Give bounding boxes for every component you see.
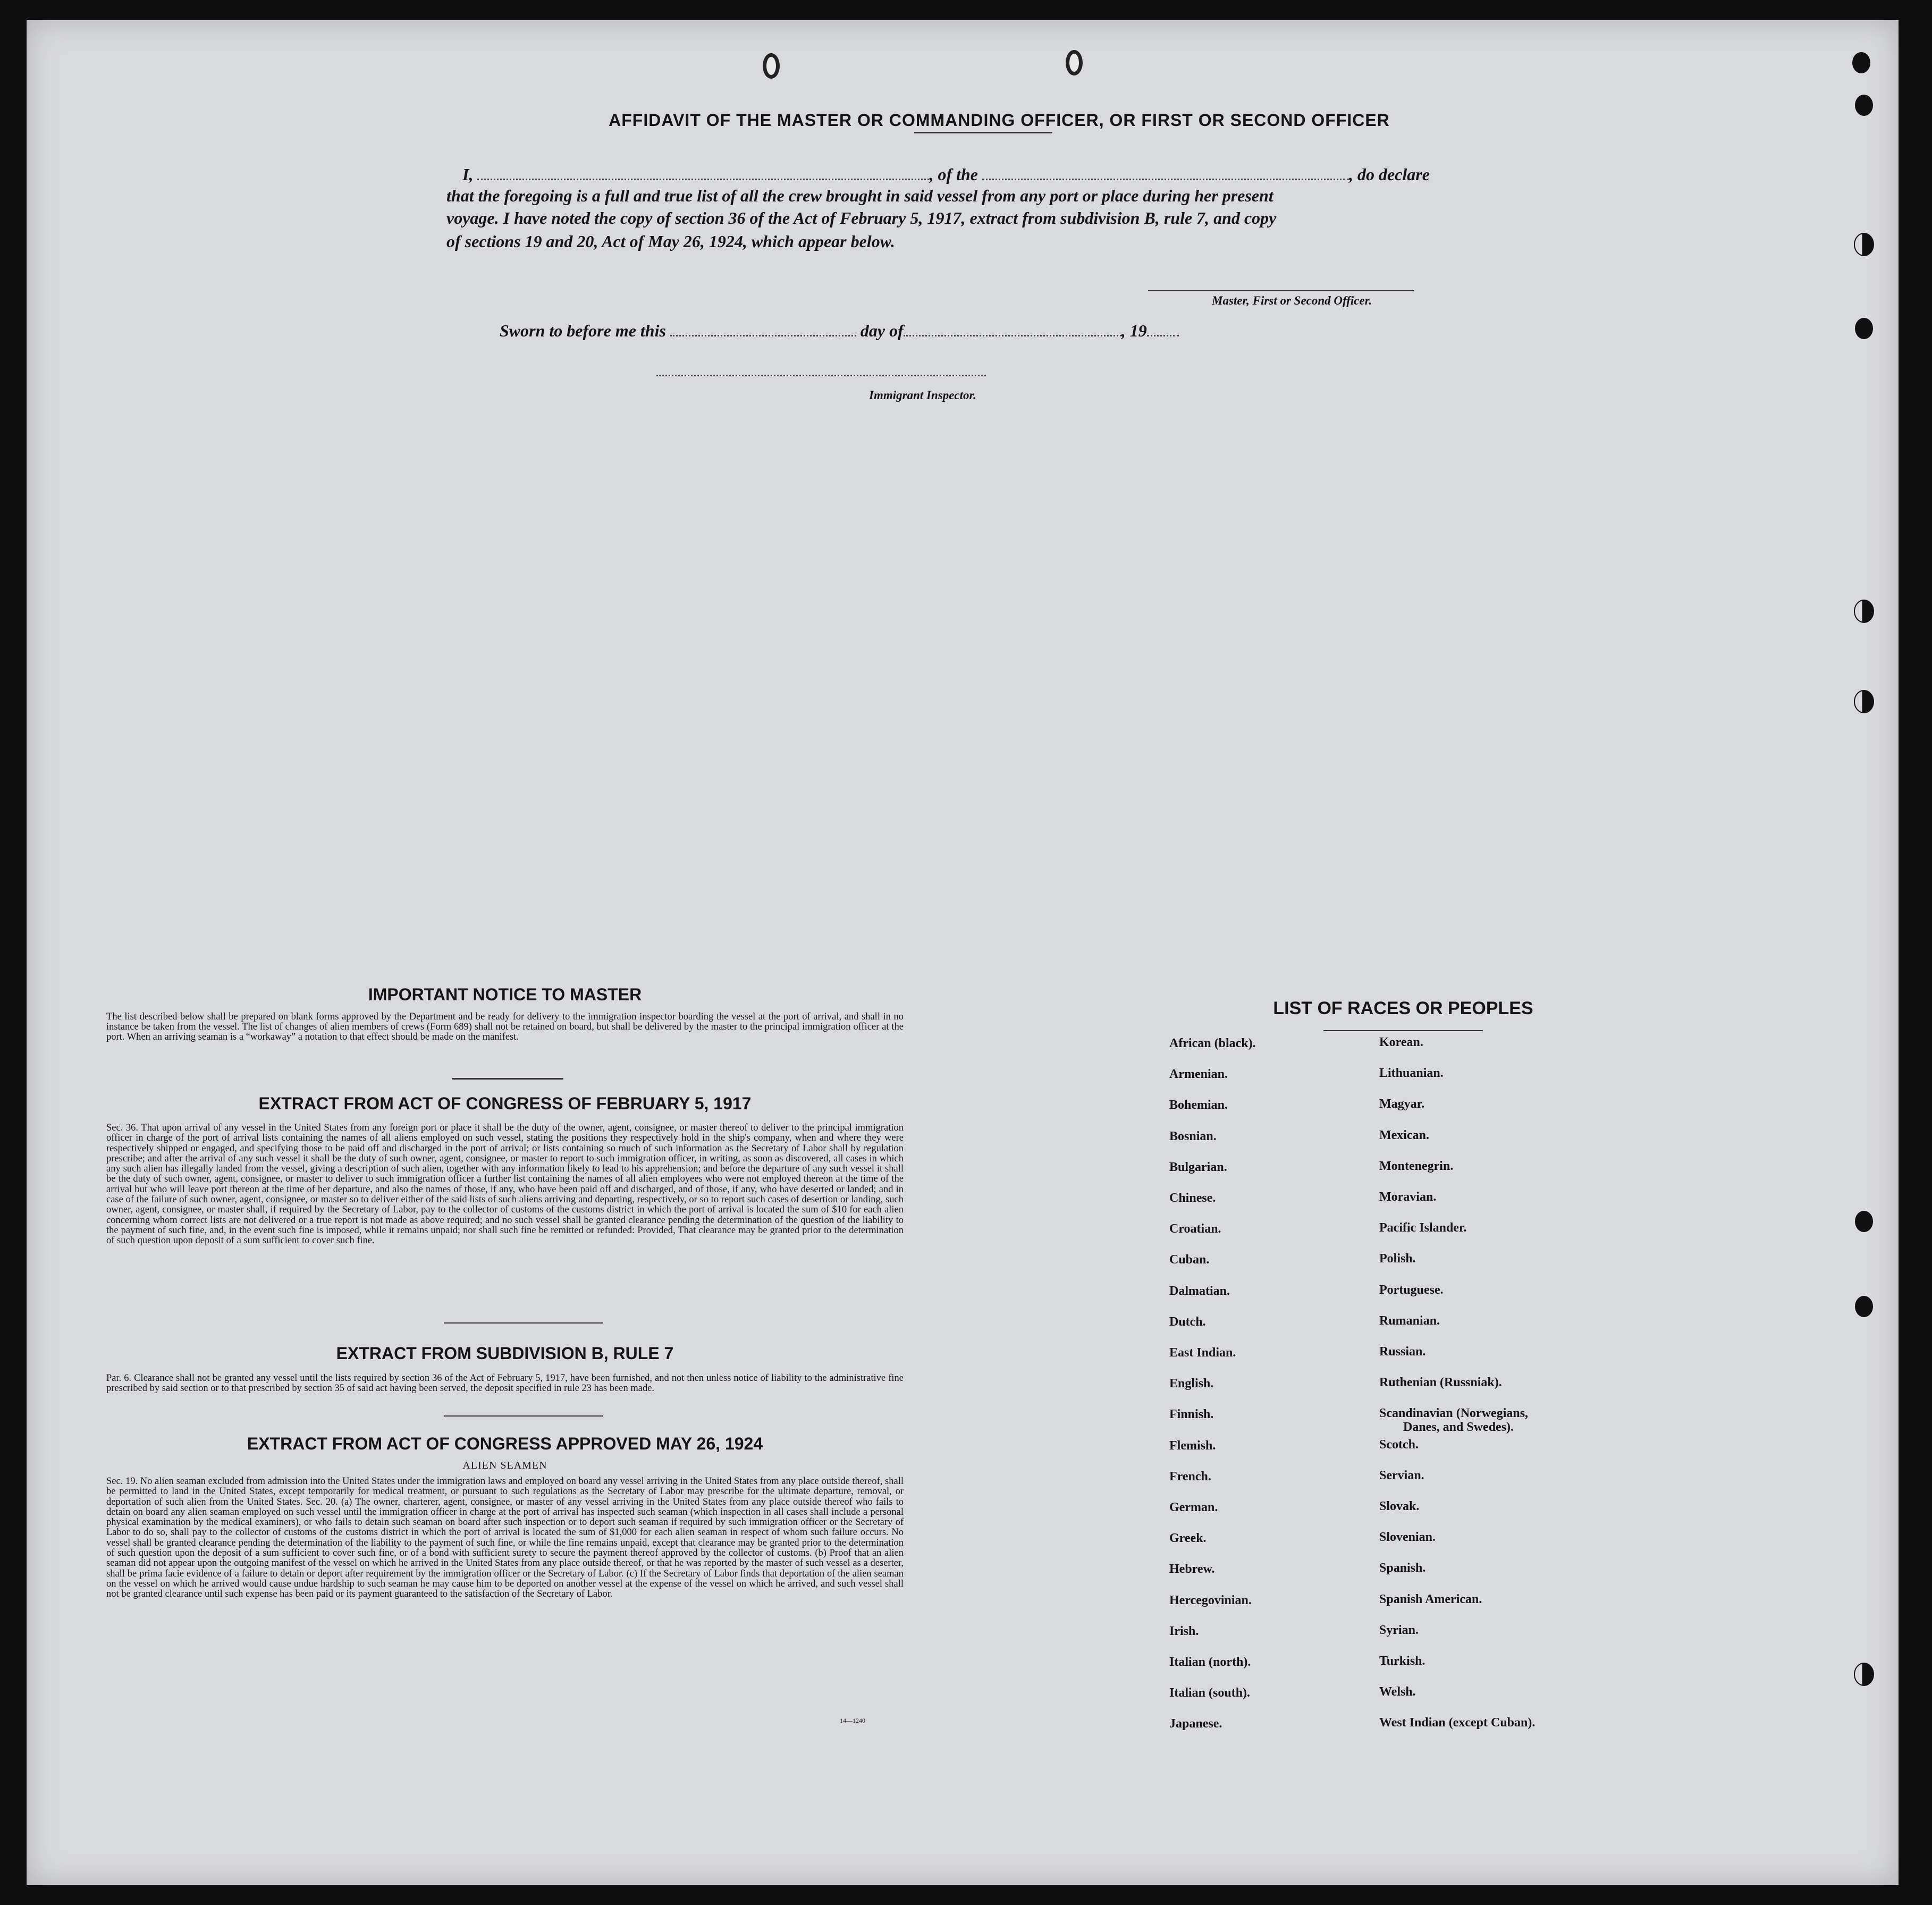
master-signature-caption: Master, First or Second Officer. [1212, 294, 1372, 307]
race-item: Russian. [1379, 1345, 1426, 1359]
extract-1924-body: Sec. 19. No alien seaman excluded from admission into the United States under the immigration laws and employed on board any vessel arriving in the United States from any place outside thereof, shall be permitted to land in the United States, except temporarily for medical treatment, or pursuant to such regulations as the Secretary of Labor may prescribe for the ultimate departure, removal, or deportation of such alien from the United States. Sec. 20. (a) The owner, charterer, agent, consignee, or master of any vessel arriving in the United States from any place outside thereof who fails to detain on board any alien seaman employed on such vessel until the immigration officer in charge at the port of arrival has inspected such seaman (which inspection in all cases shall include a personal physical examination by the medical examiners), or who fails to detain such seaman on board after such inspection or to deport such seaman if required by such immigration officer or the Secretary of Labor to do so, shall pay to the collector of customs of the customs district in which the port of arrival is located the sum of $1,000 for each alien seaman in respect of whom such failure occurs. No vessel shall be granted clearance pending the determination of the liability to the payment of such fine, or while the fine remains unpaid, except that clearance may be granted prior to the determination of such question upon the deposit of a sum sufficient to cover such fine, or of a bond with sufficient surety to secure the payment thereof approved by the collector of customs. (b) Proof that an alien seaman did not appear upon the outgoing manifest of the vessel on which he arrived in the United States from any place outside thereof, or that he was reported by the master of such vessel as a deserter, shall be prima facie evidence of a failure to detain or deport after requirement by the immigration officer or the Secretary of Labor. (c) If the Secretary of Labor finds that deportation of the alien seaman on the vessel on which he arrived would cause undue hardship to such seaman he may cause him to be deported on another vessel at the expense of the vessel on which he arrived, and such vessel shall not be granted clearance until such expense has been paid or its payment guaranteed to the satisfaction of the Secretary of Labor. [106, 1476, 904, 1600]
affidavit-line-3: voyage. I have noted the copy of section 36 of the Act of February 5, 1917, extract from subdivision B, rule 7, and copy [446, 208, 1277, 227]
race-item: Syrian. [1379, 1623, 1419, 1637]
race-item: Servian. [1379, 1468, 1424, 1482]
race-item: Spanish American. [1379, 1592, 1482, 1606]
edge-punch-icon [1855, 95, 1873, 116]
races-title: LIST OF RACES OR PEOPLES [1273, 998, 1533, 1018]
race-item: Mexican. [1379, 1128, 1429, 1142]
sworn-line [500, 321, 1179, 341]
edge-punch-icon [1854, 600, 1874, 623]
title-divider [914, 132, 1052, 133]
race-item: Bohemian. [1169, 1098, 1228, 1112]
race-item: Dalmatian. [1169, 1284, 1230, 1298]
race-item: Finnish. [1169, 1407, 1214, 1422]
notice-body: The list described below shall be prepared on blank forms approved by the Department and be ready for delivery to the immigration inspector boarding the vessel at the port of arrival, and shall in no instance be taken from the vessel. The list of changes of alien members of crews (Form 689) shall not be retained on board, but shall be delivered by the master to the principal immigration officer at the port. When an arriving seaman is a “workaway” a notation to that effect should be made on the manifest. [106, 1011, 904, 1042]
inspector-caption: Immigrant Inspector. [869, 389, 976, 402]
edge-punch-icon [1854, 1663, 1874, 1686]
race-item: Cuban. [1169, 1253, 1210, 1267]
race-item: Bosnian. [1169, 1129, 1217, 1143]
race-item: Flemish. [1169, 1438, 1216, 1453]
race-item: Montenegrin. [1379, 1159, 1454, 1173]
edge-punch-icon [1855, 1296, 1873, 1317]
extract-divider [444, 1322, 603, 1324]
race-item: French. [1169, 1469, 1211, 1483]
master-signature-line[interactable] [1148, 290, 1414, 291]
race-item: Portuguese. [1379, 1283, 1444, 1297]
race-item: Ruthenian (Russniak). [1379, 1376, 1502, 1390]
race-item: Pacific Islander. [1379, 1221, 1467, 1235]
edge-punch-icon [1855, 318, 1873, 339]
race-item: German. [1169, 1501, 1218, 1514]
race-item: Italian (north). [1169, 1655, 1251, 1669]
edge-punch-icon [1852, 52, 1870, 73]
race-item: Turkish. [1379, 1654, 1425, 1668]
race-item: Welsh. [1379, 1685, 1416, 1699]
race-item: Italian (south). [1169, 1686, 1251, 1700]
sworn-year-field[interactable] [1147, 335, 1179, 336]
race-item: Polish. [1379, 1252, 1416, 1266]
binder-hole-icon [1066, 50, 1083, 75]
race-item: Chinese. [1169, 1191, 1216, 1205]
day-of-label: day of [860, 321, 904, 340]
notice-title: IMPORTANT NOTICE TO MASTER [368, 985, 642, 1004]
form-number: 14—1240 [840, 1717, 865, 1724]
race-item: West Indian (except Cuban). [1379, 1716, 1536, 1730]
race-item: Armenian. [1169, 1067, 1228, 1082]
edge-punch-icon [1855, 1211, 1873, 1232]
declarant-name-field[interactable] [477, 179, 929, 180]
race-item: Moravian. [1379, 1190, 1437, 1204]
rule7-divider [444, 1415, 603, 1417]
race-item: Japanese. [1169, 1717, 1222, 1731]
race-item: Scandinavian (Norwegians, [1379, 1406, 1529, 1421]
inspector-signature-line[interactable] [656, 375, 986, 377]
vessel-name-field[interactable] [982, 179, 1349, 180]
race-item: Slovak. [1379, 1499, 1420, 1513]
declarant-prefix: I, [462, 165, 474, 184]
race-item: African (black). [1169, 1036, 1256, 1050]
race-item: Bulgarian. [1169, 1160, 1227, 1174]
extract-1917-body: Sec. 36. That upon arrival of any vessel in the United States from any foreign port or place it shall be the duty of the owner, agent, consignee, or master thereof to deliver to the principal immigration officer in charge of the port of arrival lists containing the names of all aliens employed on such vessel, stating the positions they respectively hold in the ship's company, when and where they were respectively shipped or engaged, and specifying those to be paid off and discharged in the port of arrival; or lists containing so much of such information as the Secretary of Labor shall by regulation prescribe; and after the arrival of any such vessel it shall be the duty of such owner, agent, consignee, or master to report to such immigration officer, in writing, as soon as discovered, all cases in which any such alien has illegally landed from the vessel, giving a description of such alien, together with any information likely to lead to his apprehension; and before the departure of any such vessel it shall be the duty of such owner, agent, consignee, or master to deliver to such immigration officer a further list containing the names of all alien employees who were not employed thereon at the time of the arrival but who will leave port thereon at the time of her departure, and also the names of those, if any, who have been paid off and discharged, and of those, if any, who have deserted or landed; and in case of the failure of such owner, agent, consignee, or master so to deliver either of the said lists of such aliens arriving and departing, respectively, or so to report such cases of desertion or landing, such owner, agent, consignee, or master shall, if required by the Secretary of Labor, pay to the collector of customs of the customs district in which the port of arrival is located the sum of $10 for each alien concerning whom correct lists are not delivered or a true report is not made as above required; and no such vessel shall be granted clearance pending the determination of the question of the liability to the payment of such fine, and, in the event such fine is imposed, while it remains unpaid; nor shall such fine be remitted or refunded: Provided, That clearance may be granted prior to the determination of such question upon deposit of a sum sufficient to cover such fine. [106, 1123, 904, 1246]
affidavit-line-4: of sections 19 and 20, Act of May 26, 1924, which appear below. [446, 232, 895, 251]
rule7-title: EXTRACT FROM SUBDIVISION B, RULE 7 [336, 1344, 674, 1363]
race-item-continuation: Danes, and Swedes). [1403, 1420, 1514, 1435]
races-divider [1323, 1030, 1483, 1031]
race-item: Hercegovinian. [1169, 1593, 1252, 1607]
year-prefix: , 19 [1121, 321, 1147, 340]
race-item: Croatian. [1169, 1222, 1221, 1236]
race-item: Lithuanian. [1379, 1066, 1444, 1081]
race-item: Slovenian. [1379, 1530, 1436, 1545]
sworn-day-field[interactable] [670, 335, 856, 336]
race-item: English. [1169, 1377, 1214, 1391]
sworn-label: Sworn to before me this [500, 321, 666, 340]
rule7-body: Par. 6. Clearance shall not be granted any vessel until the lists required by section 36 of the Act of February 5, 1917, have been furnished, and not then unless notice of liability to the administrative fine prescribed by said section or to that prescribed by section 35 of said act having been served, the deposit specified in rule 23 has been made. [106, 1373, 904, 1394]
extract-1924-title: EXTRACT FROM ACT OF CONGRESS APPROVED MAY 26, 1924 [247, 1434, 763, 1453]
race-item: Korean. [1379, 1035, 1423, 1049]
race-item: Magyar. [1379, 1097, 1425, 1111]
extract-1924-subtitle: ALIEN SEAMEN [462, 1460, 547, 1471]
race-item: Hebrew. [1169, 1562, 1215, 1577]
sworn-month-field[interactable] [904, 335, 1121, 336]
edge-punch-icon [1854, 233, 1874, 256]
edge-punch-icon [1854, 690, 1874, 713]
race-item: Greek. [1169, 1531, 1207, 1546]
race-item: Spanish. [1379, 1561, 1426, 1575]
vessel-prefix: , of the [929, 165, 978, 184]
affidavit-line-1 [462, 165, 1430, 184]
notice-divider [452, 1078, 563, 1080]
binder-hole-icon [763, 53, 780, 79]
declare-suffix: , do declare [1349, 165, 1430, 184]
extract-1917-title: EXTRACT FROM ACT OF CONGRESS OF FEBRUARY 5, 1917 [258, 1094, 752, 1113]
race-item: East Indian. [1169, 1346, 1236, 1360]
race-item: Scotch. [1379, 1437, 1419, 1452]
affidavit-line-2: that the foregoing is a full and true list of all the crew brought in said vessel from any port or place during her present [446, 186, 1273, 205]
race-item: Rumanian. [1379, 1313, 1440, 1328]
affidavit-title: AFFIDAVIT OF THE MASTER OR COMMANDING OFFICER, OR FIRST OR SECOND OFFICER [609, 111, 1390, 130]
race-item: Dutch. [1169, 1314, 1206, 1329]
race-item: Irish. [1169, 1624, 1199, 1638]
form-page [27, 20, 1899, 1885]
